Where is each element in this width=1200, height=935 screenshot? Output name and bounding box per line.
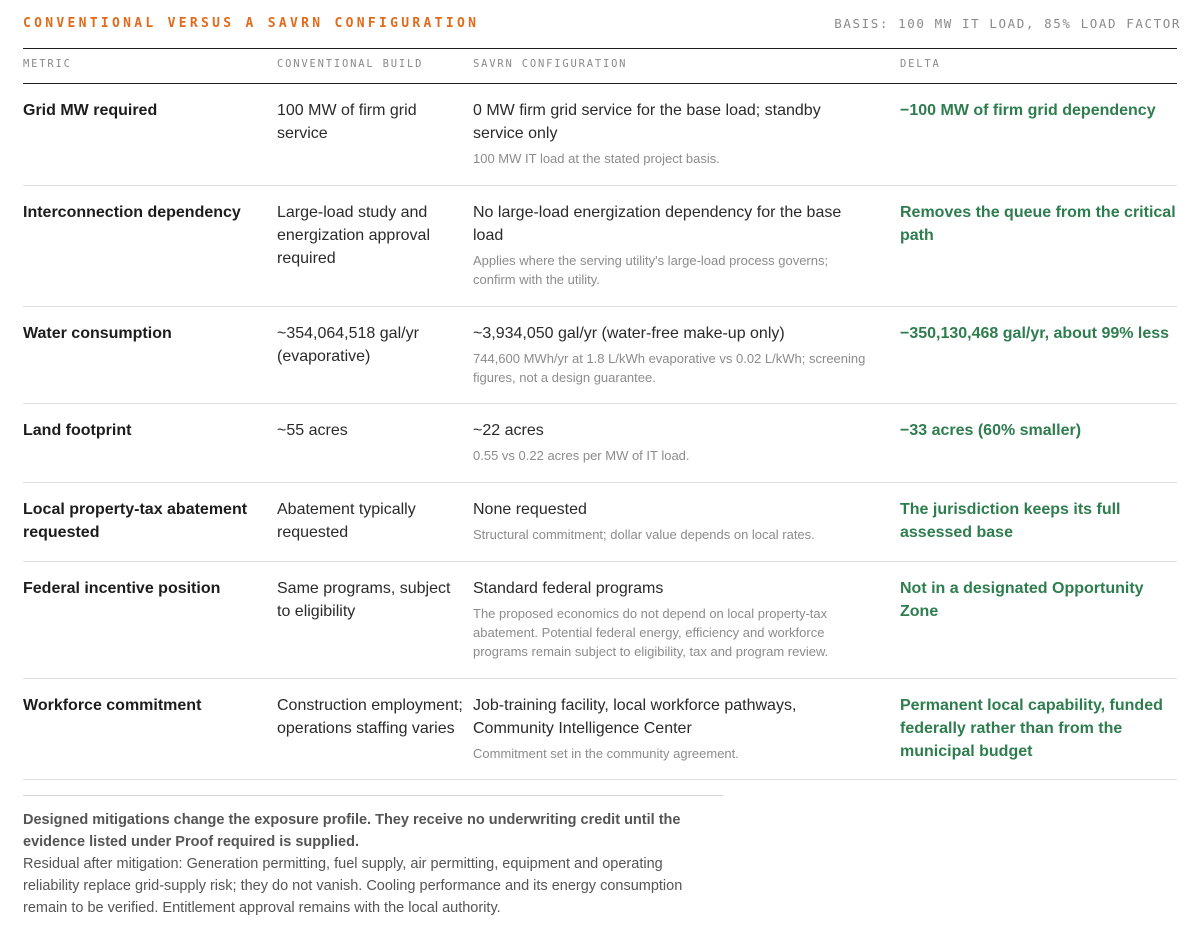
conventional-cell: 100 MW of firm grid service bbox=[277, 102, 417, 142]
savrn-value: Job-training facility, local workforce pathways, Community Intelligence Center bbox=[473, 697, 797, 737]
savrn-cell bbox=[473, 577, 873, 661]
residual-risk-text: Residual after mitigation: Generation permitting, fuel supply, air permitting, equipment and operating reliability replace grid‑supply risk; they do not vanish. Cooling performance and its energy consumption remain to be verified. Entitlement approval remains with the local authority. bbox=[23, 856, 683, 916]
savrn-value: 0 MW firm grid service for the base load; standby service only bbox=[473, 102, 821, 142]
savrn-cell bbox=[473, 201, 873, 289]
delta-cell: The jurisdiction keeps its full assessed base bbox=[900, 501, 1121, 541]
delta-cell: Removes the queue from the critical path bbox=[900, 204, 1176, 244]
table-row bbox=[23, 84, 1177, 186]
savrn-cell bbox=[473, 99, 873, 168]
column-header-savrn: SAVRN CONFIGURATION bbox=[473, 58, 628, 70]
savrn-note: 744,600 MWh/yr at 1.8 L/kWh evaporative vs 0.02 L/kWh; screening figures, not a design guarantee. bbox=[473, 351, 866, 385]
column-headers bbox=[23, 49, 1177, 84]
mitigation-note bbox=[23, 795, 723, 919]
page-title: CONVENTIONAL VERSUS A SAVRN CONFIGURATION bbox=[23, 16, 480, 31]
delta-cell: −33 acres (60% smaller) bbox=[900, 422, 1082, 439]
conventional-cell: Large-load study and energization approval required bbox=[277, 204, 430, 267]
savrn-cell bbox=[473, 419, 873, 465]
table-header bbox=[23, 0, 1181, 49]
metric-cell: Interconnection dependency bbox=[23, 204, 241, 221]
column-header-conventional: CONVENTIONAL BUILD bbox=[277, 58, 424, 70]
savrn-value: Standard federal programs bbox=[473, 580, 664, 597]
conventional-cell: ~55 acres bbox=[277, 422, 348, 439]
savrn-note: The proposed economics do not depend on local property-tax abatement. Potential federal energy, efficiency and workforce programs remain subject to eligibility, tax and program review. bbox=[473, 606, 829, 659]
savrn-note: 0.55 vs 0.22 acres per MW of IT load. bbox=[473, 448, 690, 463]
savrn-value: ~22 acres bbox=[473, 422, 544, 439]
column-header-delta: DELTA bbox=[900, 58, 941, 70]
delta-cell: −350,130,468 gal/yr, about 99% less bbox=[900, 325, 1170, 342]
metric-cell: Workforce commitment bbox=[23, 697, 202, 714]
savrn-note: Applies where the serving utility's large-load process governs; confirm with the utility. bbox=[473, 253, 829, 287]
delta-cell: Permanent local capability, funded federally rather than from the municipal budget bbox=[900, 697, 1163, 760]
table-row bbox=[23, 483, 1177, 562]
metric-cell: Grid MW required bbox=[23, 102, 158, 119]
delta-cell: Not in a designated Opportunity Zone bbox=[900, 580, 1144, 620]
table-row bbox=[23, 186, 1177, 307]
conventional-cell: Abatement typically requested bbox=[277, 501, 416, 541]
table-row bbox=[23, 679, 1177, 780]
metric-cell: Federal incentive position bbox=[23, 580, 221, 597]
metric-cell: Local property-tax abatement requested bbox=[23, 501, 248, 541]
savrn-cell bbox=[473, 694, 873, 763]
conventional-cell: Construction employment; operations staffing varies bbox=[277, 697, 463, 737]
savrn-value: None requested bbox=[473, 501, 587, 518]
savrn-note: Commitment set in the community agreement. bbox=[473, 746, 739, 761]
metric-cell: Land footprint bbox=[23, 422, 132, 439]
delta-cell: −100 MW of firm grid dependency bbox=[900, 102, 1156, 119]
savrn-cell bbox=[473, 498, 873, 544]
savrn-cell bbox=[473, 322, 873, 387]
column-header-metric: METRIC bbox=[23, 58, 72, 70]
comparison-table bbox=[23, 0, 1181, 780]
conventional-cell: Same programs, subject to eligibility bbox=[277, 580, 451, 620]
table-row bbox=[23, 307, 1177, 404]
table-row bbox=[23, 562, 1177, 679]
savrn-note: 100 MW IT load at the stated project basis. bbox=[473, 151, 720, 166]
table-row bbox=[23, 404, 1177, 483]
savrn-value: ~3,934,050 gal/yr (water-free make-up only) bbox=[473, 325, 785, 342]
basis-label: BASIS: 100 MW IT LOAD, 85% LOAD FACTOR bbox=[834, 16, 1181, 31]
savrn-note: Structural commitment; dollar value depends on local rates. bbox=[473, 527, 815, 542]
metric-cell: Water consumption bbox=[23, 325, 172, 342]
savrn-value: No large-load energization dependency for the base load bbox=[473, 204, 842, 244]
conventional-cell: ~354,064,518 gal/yr (evaporative) bbox=[277, 325, 419, 365]
mitigation-statement: Designed mitigations change the exposure profile. They receive no underwriting credit until the evidence listed under Proof required is supplied. bbox=[23, 812, 681, 850]
